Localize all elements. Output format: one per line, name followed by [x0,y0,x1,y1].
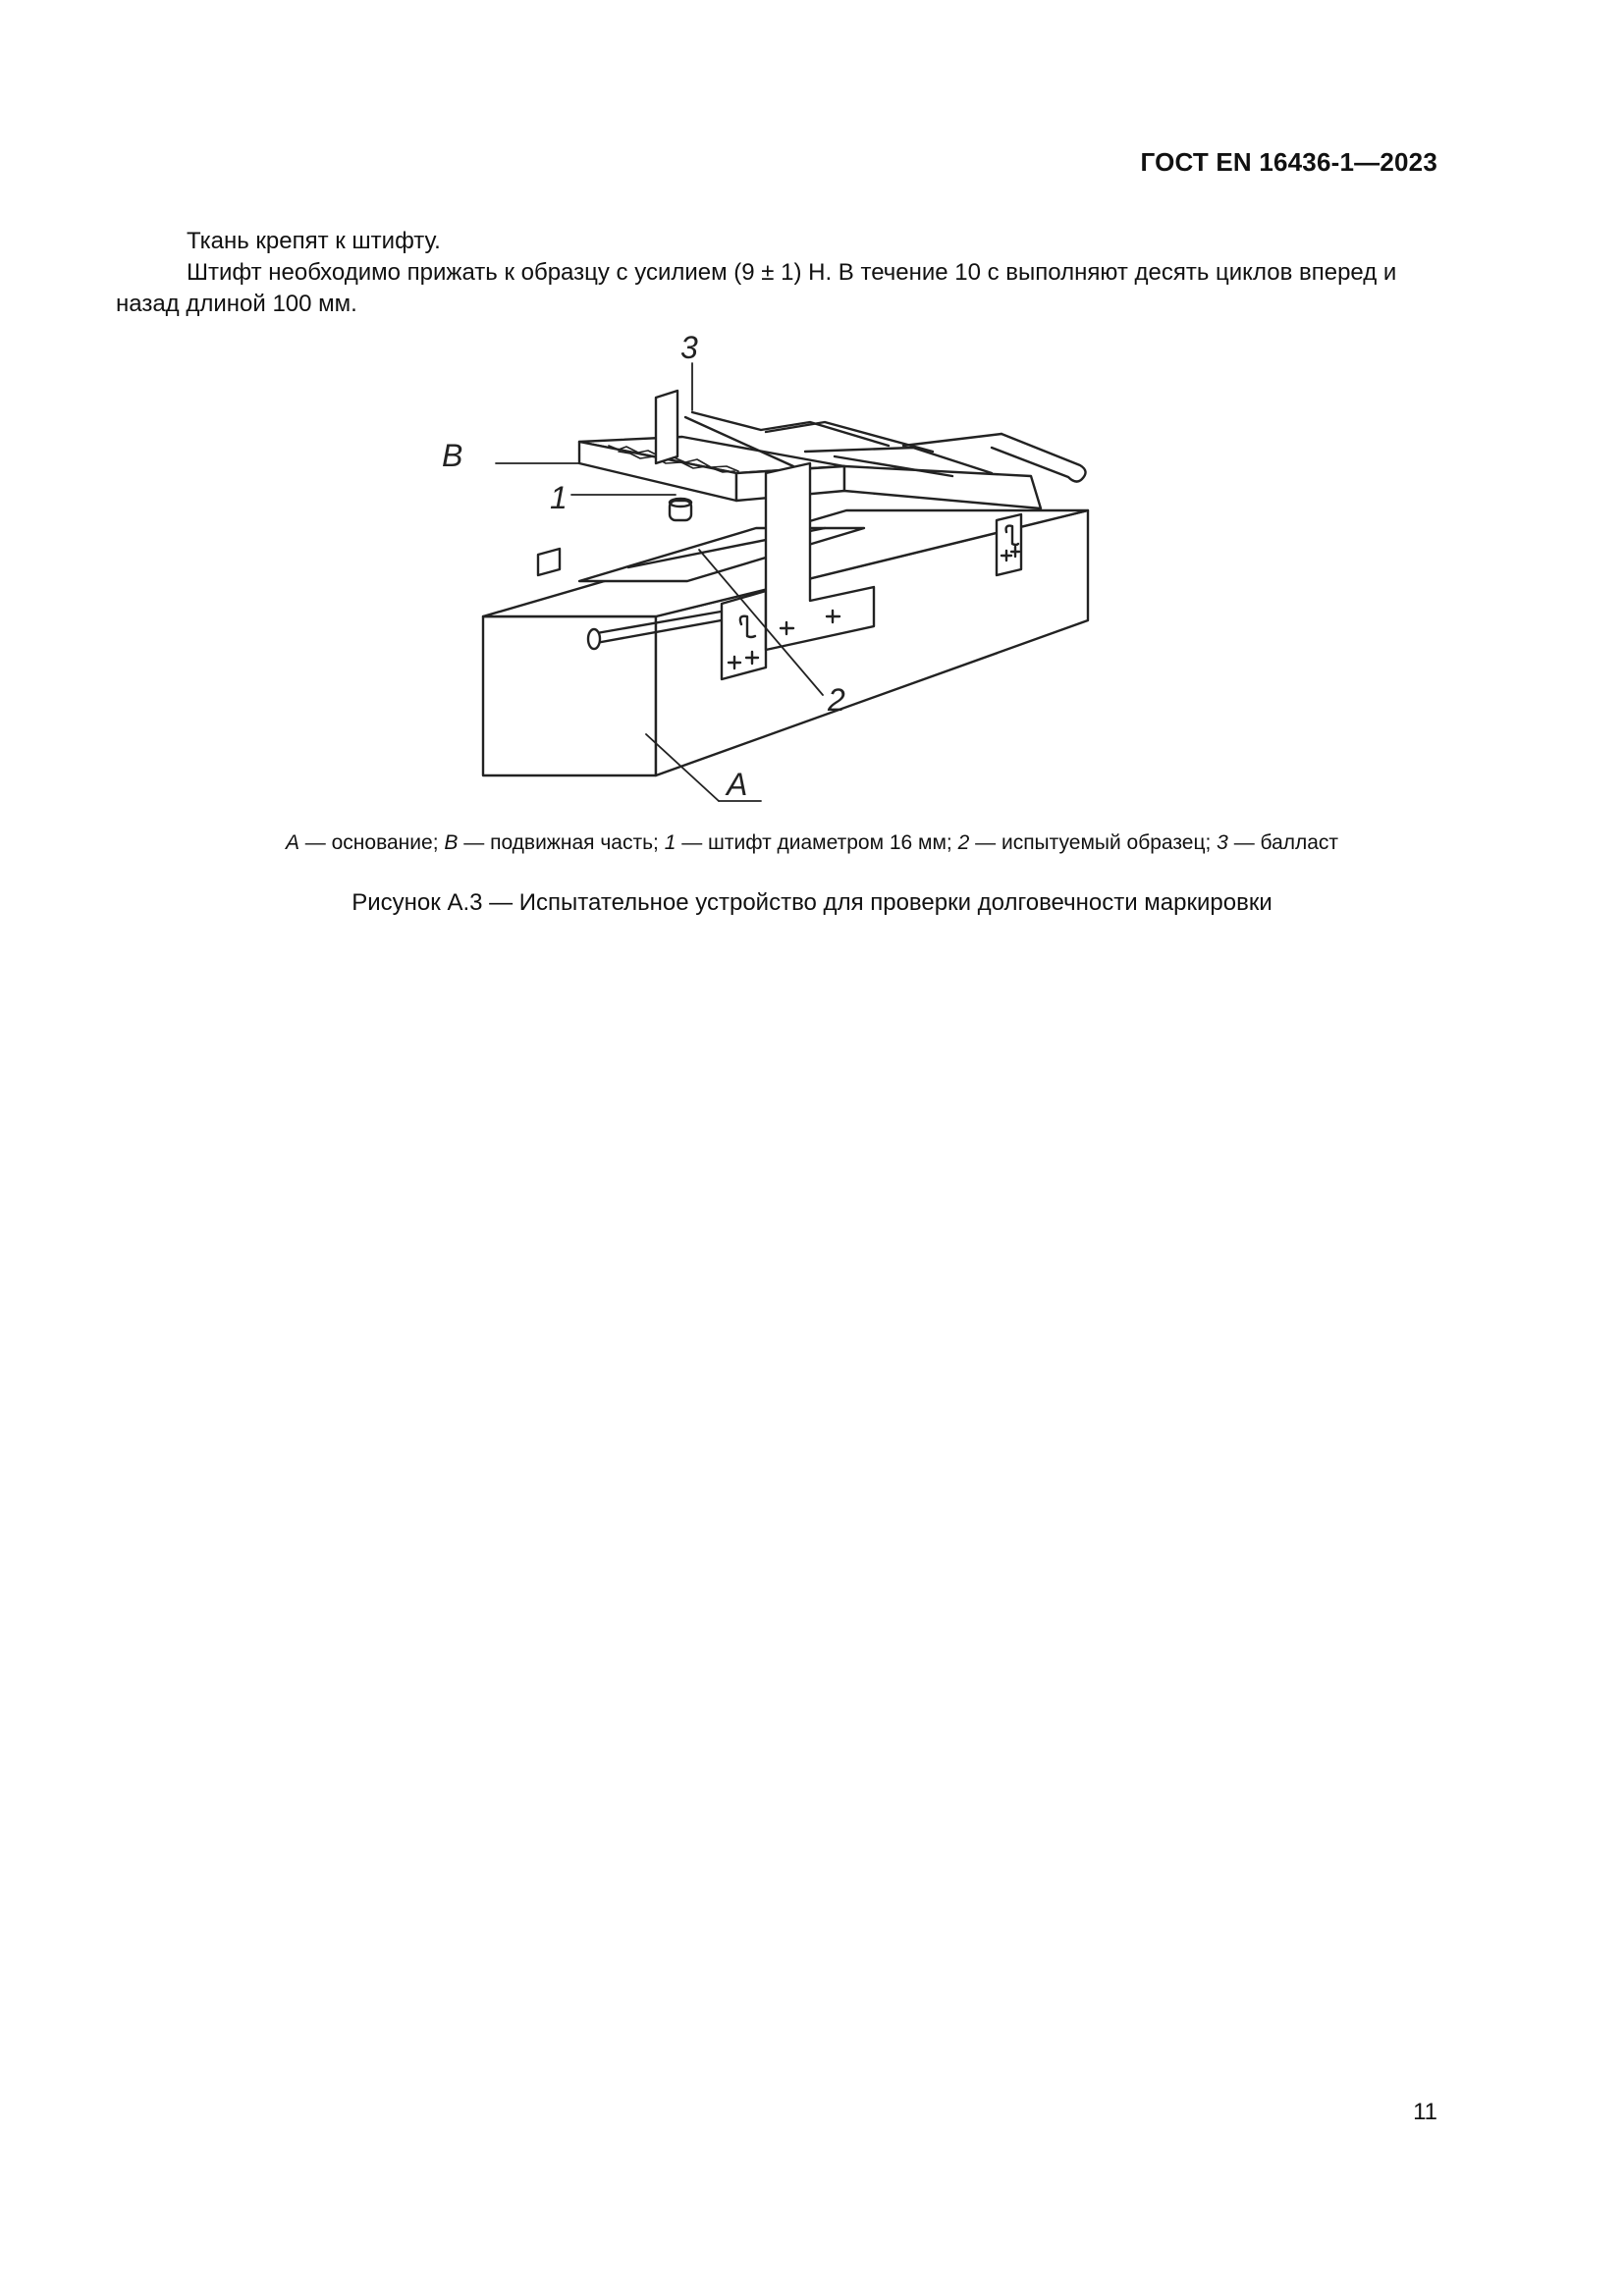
legend-text-b: — подвижная часть; [463,831,665,854]
pin-drawing [670,499,691,520]
legend-text-1: — штифт диаметром 16 мм; [681,831,958,854]
document-code-header: ГОСТ EN 16436-1—2023 [1140,147,1437,177]
callout-b: B [442,438,463,473]
callout-a: A [727,767,748,802]
legend-text-3: — балласт [1233,831,1339,854]
test-apparatus-figure [432,334,1119,815]
callout-2: 2 [828,682,845,718]
apparatus-drawing [432,334,1119,815]
figure-caption: Рисунок А.3 — Испытательное устройство для проверки долговечности маркировки [352,889,1272,916]
legend-text-2: — испытуемый образец; [975,831,1218,854]
legend-key-b: B [444,831,459,854]
callout-1: 1 [550,480,568,515]
legend-key-a: A [285,831,299,854]
page-number: 11 [1413,2099,1437,2125]
legend-text-a: — основание; [304,831,445,854]
legend-key-3: 3 [1217,831,1228,854]
legend-key-1: 1 [664,831,677,854]
body-paragraph-2: Штифт необходимо прижать к образцу с усилием (9 ± 1) Н. В течение 10 с выполняют десять циклов вперед и назад длиной 100 мм. [116,259,1397,317]
body-paragraph-1: Ткань крепят к штифту. [187,228,441,254]
figure-legend [0,831,1624,855]
legend-key-2: 2 [957,831,970,854]
callout-3: 3 [680,334,698,365]
